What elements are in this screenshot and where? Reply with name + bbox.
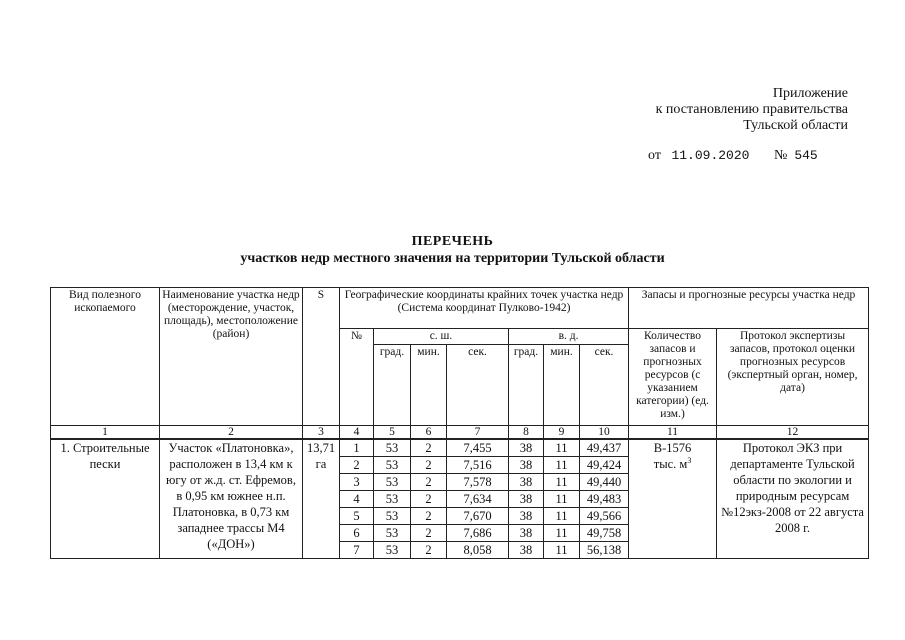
appendix-block <box>656 86 848 134</box>
ref-from-label: от <box>648 148 661 163</box>
col-number: 8 <box>509 426 544 440</box>
col-number: 11 <box>629 426 717 440</box>
col-number: 7 <box>447 426 509 440</box>
lat-sec: 7,578 <box>447 474 509 491</box>
col-number: 1 <box>51 426 160 440</box>
cell-mineral-type: 1. Строительные пески <box>51 439 160 559</box>
cell-plot-name: Участок «Платоновка», расположен в 13,4 км к югу от ж.д. ст. Ефремов, в 0,95 км южнее н.п. Платоновка, в 0,73 км западнее трассы М4 («ДОН») <box>160 439 303 559</box>
ref-number: 545 <box>794 148 818 163</box>
header-lat: с. ш. <box>374 329 509 345</box>
lon-sec: 49,566 <box>580 508 629 525</box>
lat-min: 2 <box>411 525 447 542</box>
lon-deg: 38 <box>509 542 544 559</box>
point-no: 2 <box>340 457 374 474</box>
lon-sec: 49,440 <box>580 474 629 491</box>
lon-min: 11 <box>544 439 580 457</box>
header-reserves: Запасы и прогнозные ресурсы участка недр <box>629 288 869 329</box>
quantity-unit: тыс. м <box>653 457 688 471</box>
table-row <box>51 439 869 457</box>
lon-deg: 38 <box>509 474 544 491</box>
header-name: Наименование участка недр (месторождение, участок, площадь), местоположение (район) <box>160 288 303 426</box>
header-lon-sec: сек. <box>580 345 629 426</box>
header-protocol: Протокол экспертизы запасов, протокол оценки прогнозных ресурсов (экспертный орган, номер, дата) <box>717 329 869 426</box>
lon-min: 11 <box>544 525 580 542</box>
lon-sec: 49,758 <box>580 525 629 542</box>
header-lat-sec: сек. <box>447 345 509 426</box>
lat-sec: 8,058 <box>447 542 509 559</box>
lon-deg: 38 <box>509 491 544 508</box>
col-number: 2 <box>160 426 303 440</box>
header-lat-deg: град. <box>374 345 411 426</box>
lat-sec: 7,634 <box>447 491 509 508</box>
header-point-no: № <box>340 329 374 426</box>
lat-sec: 7,455 <box>447 439 509 457</box>
document-reference <box>648 148 818 164</box>
header-lon: в. д. <box>509 329 629 345</box>
header-type: Вид полезного ископаемого <box>51 288 160 426</box>
lon-min: 11 <box>544 457 580 474</box>
header-s: S <box>303 288 340 426</box>
lon-min: 11 <box>544 542 580 559</box>
header-quantity: Количество запасов и прогнозных ресурсов (с указанием категории) (ед. изм.) <box>629 329 717 426</box>
point-no: 4 <box>340 491 374 508</box>
lat-min: 2 <box>411 457 447 474</box>
col-number: 3 <box>303 426 340 440</box>
col-number: 12 <box>717 426 869 440</box>
subsoil-plots-table <box>50 287 869 559</box>
lat-sec: 7,670 <box>447 508 509 525</box>
document-title: ПЕРЕЧЕНЬ <box>411 234 494 249</box>
col-number: 6 <box>411 426 447 440</box>
ref-date: 11.09.2020 <box>671 148 750 163</box>
lat-deg: 53 <box>374 508 411 525</box>
header-geo: Географические координаты крайних точек участка недр (Система координат Пулково-1942) <box>340 288 629 329</box>
document-subtitle: участков недр местного значения на территории Тульской области <box>240 251 665 266</box>
point-no: 7 <box>340 542 374 559</box>
lat-deg: 53 <box>374 457 411 474</box>
lat-sec: 7,686 <box>447 525 509 542</box>
lon-deg: 38 <box>509 508 544 525</box>
ref-number-label: № <box>773 148 788 163</box>
lon-sec: 56,138 <box>580 542 629 559</box>
quantity-value: В-1576 <box>653 441 692 455</box>
point-no: 3 <box>340 474 374 491</box>
lon-deg: 38 <box>509 525 544 542</box>
column-numbers-row <box>51 426 869 440</box>
lon-min: 11 <box>544 491 580 508</box>
lon-deg: 38 <box>509 457 544 474</box>
lat-deg: 53 <box>374 525 411 542</box>
lat-sec: 7,516 <box>447 457 509 474</box>
lat-deg: 53 <box>374 474 411 491</box>
appendix-line-1: Приложение <box>772 86 848 101</box>
lat-min: 2 <box>411 439 447 457</box>
lon-sec: 49,437 <box>580 439 629 457</box>
header-lon-min: мин. <box>544 345 580 426</box>
col-number: 9 <box>544 426 580 440</box>
lon-min: 11 <box>544 508 580 525</box>
lat-min: 2 <box>411 474 447 491</box>
lat-deg: 53 <box>374 491 411 508</box>
lat-min: 2 <box>411 491 447 508</box>
quantity-unit-line <box>631 456 714 472</box>
lon-sec: 49,424 <box>580 457 629 474</box>
point-no: 1 <box>340 439 374 457</box>
col-number: 10 <box>580 426 629 440</box>
lat-deg: 53 <box>374 542 411 559</box>
point-no: 5 <box>340 508 374 525</box>
col-number: 5 <box>374 426 411 440</box>
lat-min: 2 <box>411 508 447 525</box>
col-number: 4 <box>340 426 374 440</box>
appendix-line-2: к постановлению правительства <box>655 102 848 117</box>
appendix-line-3: Тульской области <box>743 118 848 133</box>
lat-deg: 53 <box>374 439 411 457</box>
lat-min: 2 <box>411 542 447 559</box>
area-unit: га <box>315 457 327 471</box>
header-lat-min: мин. <box>411 345 447 426</box>
header-lon-deg: град. <box>509 345 544 426</box>
cell-area <box>303 439 340 559</box>
lon-min: 11 <box>544 474 580 491</box>
lon-sec: 49,483 <box>580 491 629 508</box>
cell-protocol: Протокол ЭКЗ при департаменте Тульской области по экологии и природным ресурсам №12экз-2008 от 22 августа 2008 г. <box>717 439 869 559</box>
point-no: 6 <box>340 525 374 542</box>
area-value: 13,71 <box>306 441 336 455</box>
lon-deg: 38 <box>509 439 544 457</box>
cell-quantity <box>629 439 717 559</box>
quantity-unit-sup: 3 <box>687 455 692 465</box>
